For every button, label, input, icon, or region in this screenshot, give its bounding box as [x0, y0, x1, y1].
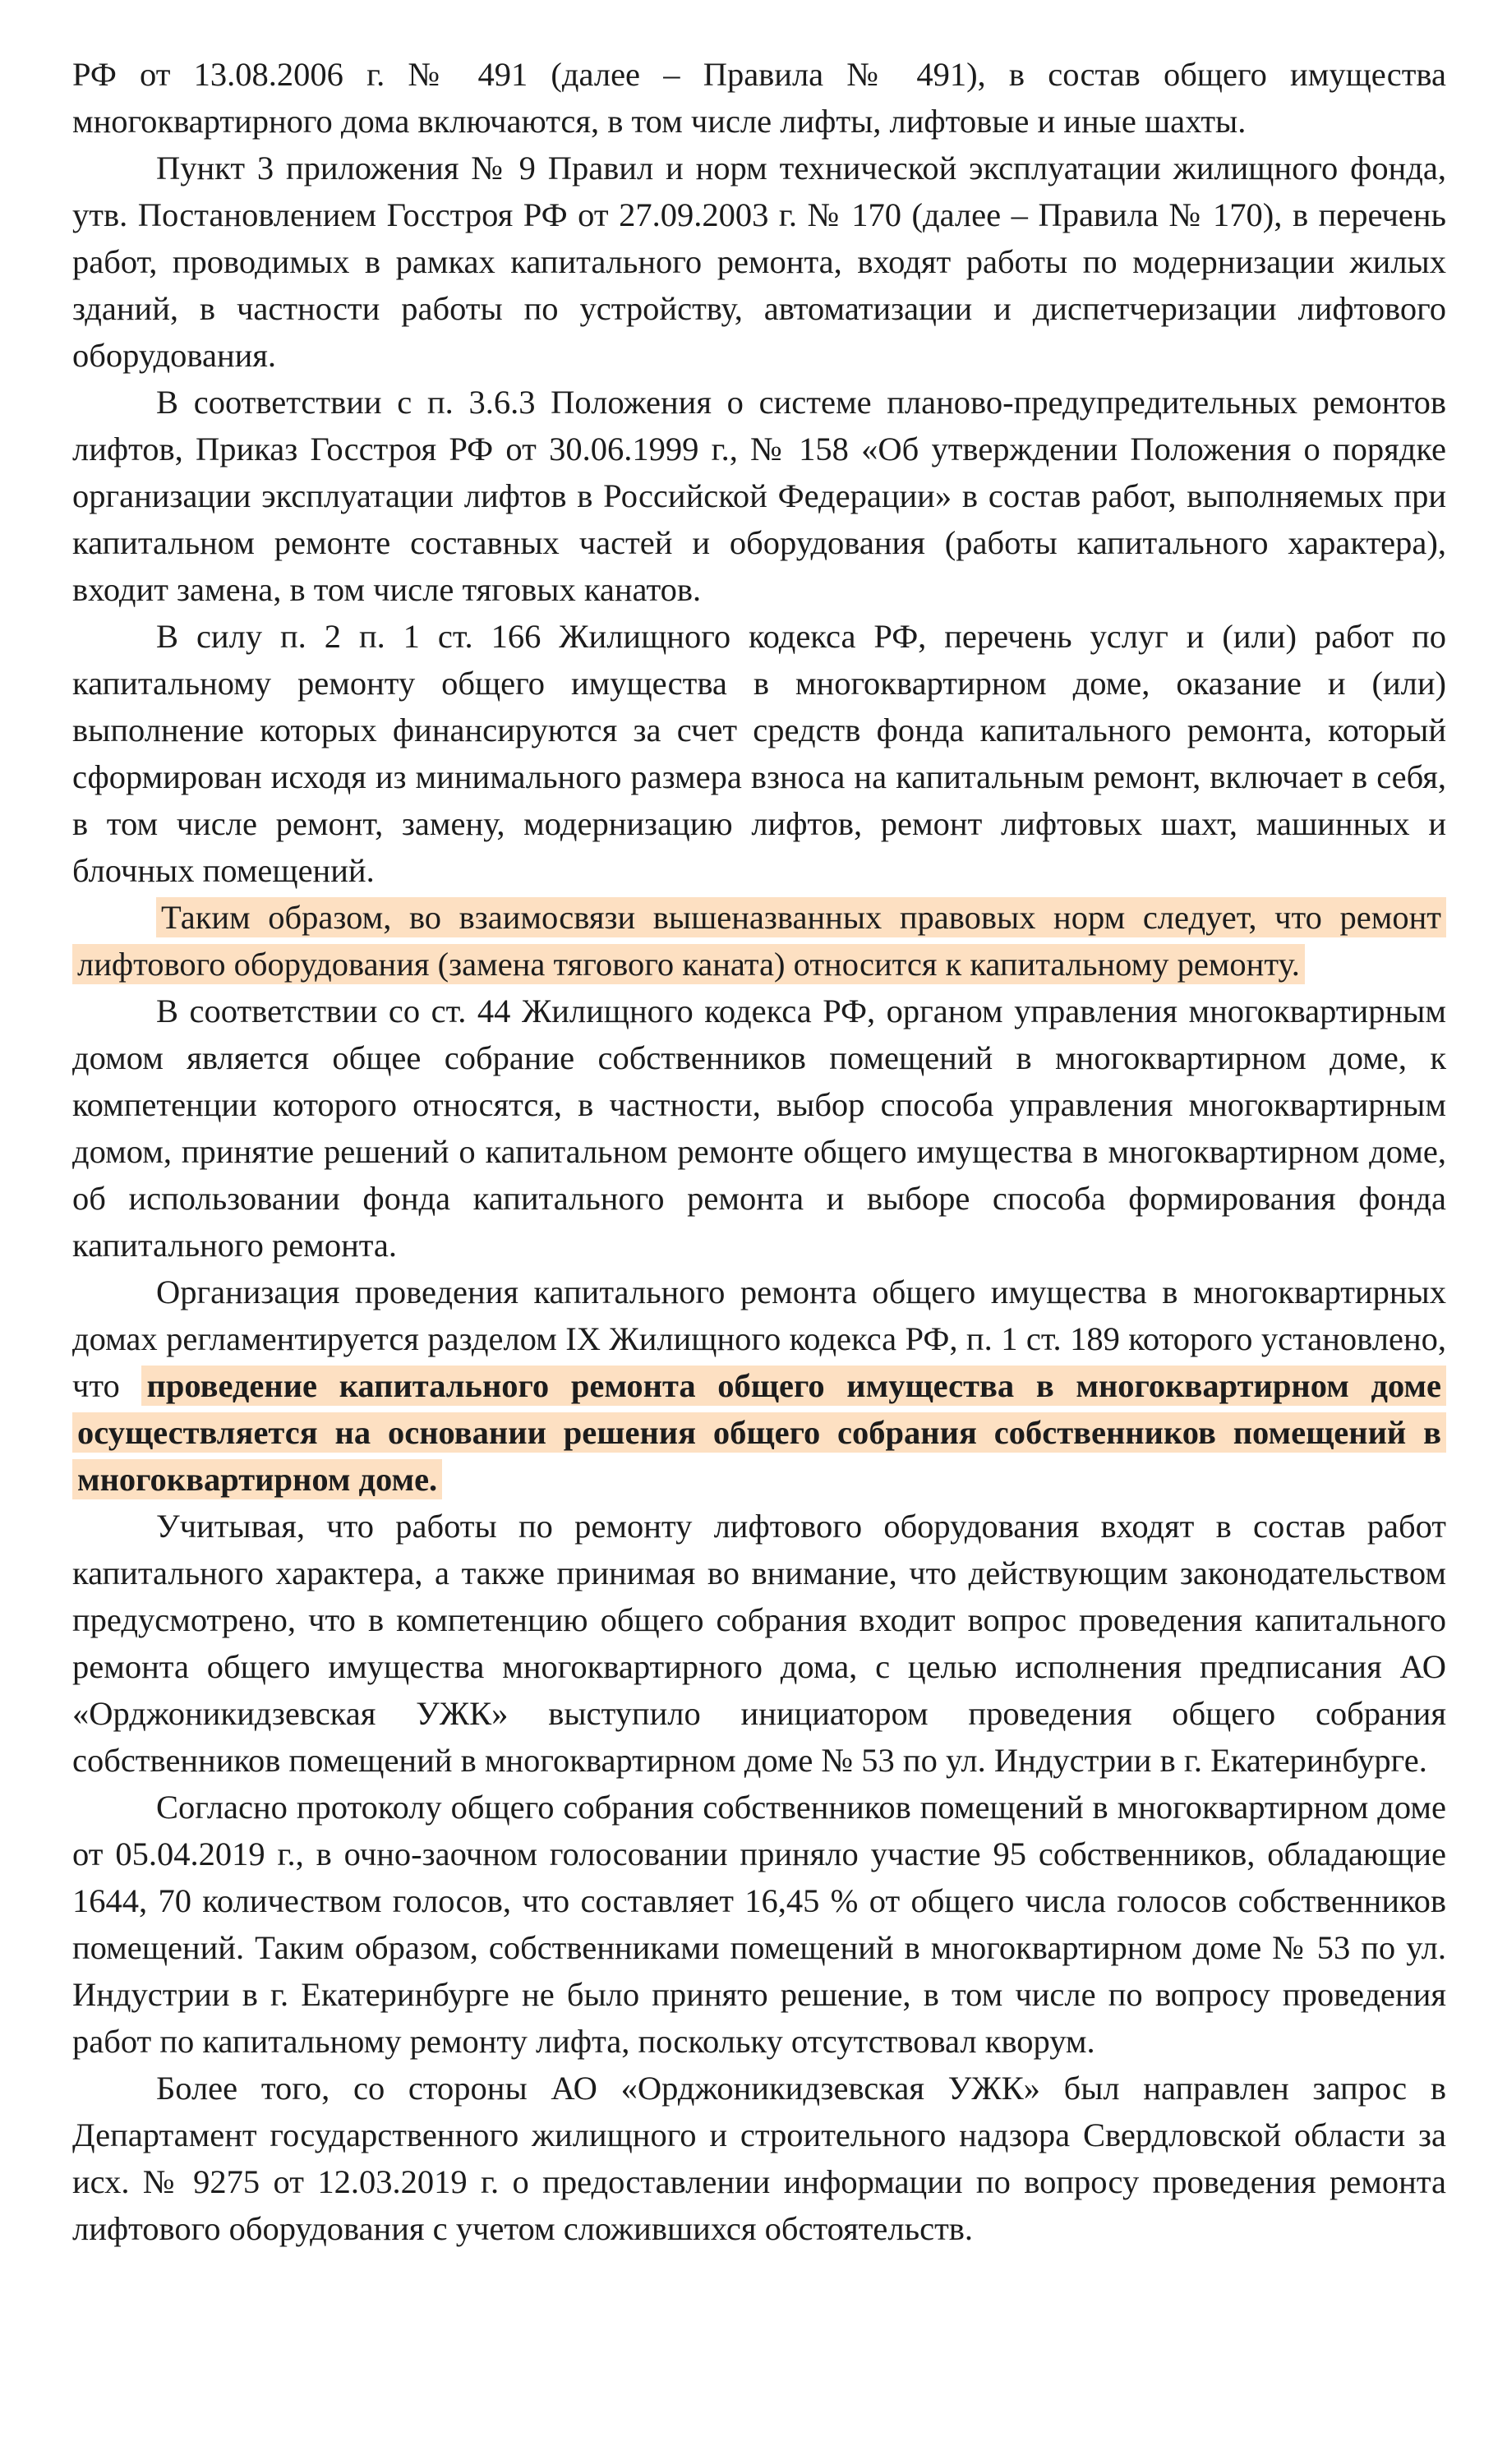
highlighted-bold-rule-text: проведение капитального ремонта общего имущества в многоквартирном доме осуществляется на основании решения общего собрания собственников помещений в многоквартирном доме. — [72, 1366, 1446, 1499]
paragraph-inspection-request: Более того, со стороны АО «Орджоникидзевская УЖК» был направлен запрос в Департамент государственного жилищного и строительного надзора Свердловской области за исх. № 9275 от 12.03.2019 г. о предоставлении информации по вопросу проведения ремонта лифтового оборудования с учетом сложившихся обстоятельств. — [72, 2070, 1446, 2247]
paragraph-rules-491: РФ от 13.08.2006 г. № 491 (далее – Правила № 491), в состав общего имущества многоквартирного дома включаются, в том числе лифты, лифтовые и иные шахты. — [72, 56, 1446, 140]
paragraph-meeting-protocol: Согласно протоколу общего собрания собственников помещений в многоквартирном доме от 05.04.2019 г., в очно-заочном голосовании приняло участие 95 собственников, обладающие 1644, 70 количеством голосов, что составляет 16,45 % от общего числа голосов собственников помещений. Таким образом, собственниками помещений в многоквартирном доме № 53 по ул. Индустрии в г. Екатеринбурге не было принято решение, в том числе по вопросу проведения работ по капитальному ремонту лифта, поскольку отсутствовал кворум. — [72, 1789, 1446, 2060]
highlighted-conclusion-text: Таким образом, во взаимосвязи вышеназванных правовых норм следует, что ремонт лифтового оборудования (замена тягового каната) относится к капитальному ремонту. — [72, 897, 1446, 984]
document-page — [72, 51, 1446, 2252]
paragraph-housing-code-44: В соответствии со ст. 44 Жилищного кодекса РФ, органом управления многоквартирным домом является общее собрание собственников помещений в многоквартирном доме, к компетенции которого относятся, в частности, выбор способа управления многоквартирным домом, принятие решений о капитальном ремонте общего имущества в многоквартирном доме, об использовании фонда капитального ремонта и выборе способа формирования фонда капитального ремонта. — [72, 993, 1446, 1264]
paragraph-conclusion-highlighted — [72, 894, 1446, 988]
paragraph-rules-170: Пункт 3 приложения № 9 Правил и норм технической эксплуатации жилищного фонда, утв. Постановлением Госстроя РФ от 27.09.2003 г. № 170 (далее – Правила № 170), в перечень работ, проводимых в рамках капитального ремонта, входят работы по модернизации жилых зданий, в частности работы по устройству, автоматизации и диспетчеризации лифтового оборудования. — [72, 150, 1446, 374]
paragraph-housing-code-189-intro: Организация проведения капитального ремонта общего имущества в многоквартирных домах регламентируется разделом IX Жилищного кодекса РФ, п. 1 ст. 189 которого установлено, что — [72, 1273, 1446, 1404]
paragraph-housing-code-166: В силу п. 2 п. 1 ст. 166 Жилищного кодекса РФ, перечень услуг и (или) работ по капитальному ремонту общего имущества в многоквартирном доме, оказание и (или) выполнение которых финансируются за счет средств фонда капитального ремонта, который сформирован исходя из минимального размера взноса на капитальным ремонт, включает в себя, в том числе ремонт, замену, модернизацию лифтов, ремонт лифтовых шахт, машинных и блочных помещений. — [72, 618, 1446, 889]
paragraph-housing-code-189 — [72, 1269, 1446, 1503]
paragraph-elevator-maintenance-order: В соответствии с п. 3.6.3 Положения о системе планово-предупредительных ремонтов лифтов, Приказ Госстроя РФ от 30.06.1999 г., № 158 «Об утверждении Положения о порядке организации эксплуатации лифтов в Российской Федерации» в состав работ, выполняемых при капитальном ремонте составных частей и оборудования (работы капитального характера), входит замена, в том числе тяговых канатов. — [72, 384, 1446, 608]
paragraph-general-meeting-initiative: Учитывая, что работы по ремонту лифтового оборудования входят в состав работ капитального характера, а также принимая во внимание, что действующим законодательством предусмотрено, что в компетенцию общего собрания входит вопрос проведения капитального ремонта общего имущества многоквартирного дома, с целью исполнения предписания АО «Орджоникидзевская УЖК» выступило инициатором проведения общего собрания собственников помещений в многоквартирном доме № 53 по ул. Индустрии в г. Екатеринбурге. — [72, 1508, 1446, 1779]
